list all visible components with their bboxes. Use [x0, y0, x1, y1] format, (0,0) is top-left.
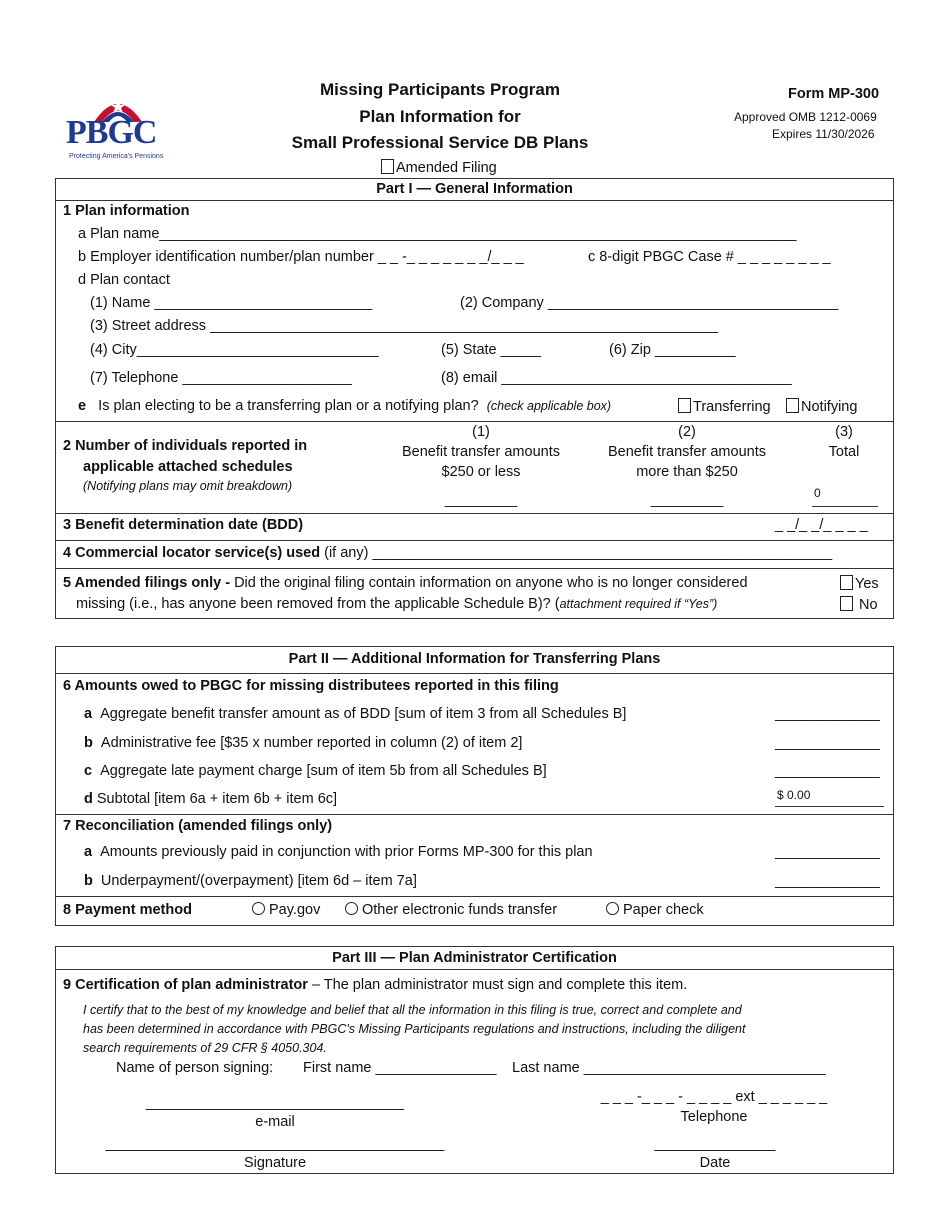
item6a-label: Aggregate benefit transfer amount as of BDD [sum of item 3 from all Schedules B]	[100, 706, 627, 722]
name-signing-label: Name of person signing:	[116, 1060, 274, 1076]
transferring-label: Transferring	[693, 399, 771, 415]
item4-row	[63, 545, 832, 561]
item6b-label: Administrative fee [$35 x number reported in column (2) of item 2]	[100, 735, 523, 751]
item8-label: 8 Payment method	[63, 902, 192, 918]
paygov-radio[interactable]	[252, 902, 265, 915]
part1-heading: Part I — General Information	[376, 181, 573, 197]
item6-label: 6 Amounts owed to PBGC for missing distributees reported in this filing	[63, 678, 559, 694]
item6a-row	[84, 706, 626, 722]
omb-number: Approved OMB 1212-0069	[734, 110, 877, 124]
amended-filing-label: Amended Filing	[396, 160, 497, 176]
col2-header-line2: more than $250	[636, 464, 738, 480]
first-name-field[interactable]: First name _______________	[303, 1060, 497, 1076]
logo-tagline: Protecting America's Pensions	[69, 153, 164, 160]
item7a-label: Amounts previously paid in conjunction with prior Forms MP-300 for this plan	[100, 844, 593, 860]
last-name-field[interactable]: Last name ______________________________	[512, 1060, 826, 1076]
paper-check-label: Paper check	[623, 902, 704, 918]
transferring-option[interactable]	[678, 398, 771, 415]
date-label: Date	[699, 1155, 731, 1171]
paygov-option[interactable]	[252, 902, 320, 918]
item7b-row	[84, 873, 417, 889]
form-title-line1: Missing Participants Program	[320, 80, 560, 99]
item9-label: 9 Certification of plan administrator	[63, 977, 308, 993]
item6c-amount[interactable]: _____________	[775, 763, 880, 779]
item7-label: 7 Reconciliation (amended filings only)	[63, 818, 333, 834]
item3-label: 3 Benefit determination date (BDD)	[63, 517, 304, 533]
item5-note: attachment required if “Yes”)	[559, 597, 718, 611]
item-e-question: Is plan electing to be a transferring plan or a notifying plan?	[98, 398, 479, 414]
col1-header-line1: Benefit transfer amounts	[402, 444, 560, 460]
plan-name-field[interactable]	[78, 226, 797, 242]
item-e-note: (check applicable box)	[486, 399, 612, 413]
item6a-prefix: a	[84, 706, 93, 722]
item1-label: 1 Plan information	[63, 203, 190, 219]
signer-telephone-field[interactable]: _ _ _ -_ _ _ - _ _ _ _ ext _ _ _ _ _ _	[600, 1089, 828, 1105]
item2-note: (Notifying plans may omit breakdown)	[83, 479, 293, 493]
transferring-checkbox[interactable]	[678, 398, 691, 413]
logo-text: PBGC	[66, 114, 157, 151]
item6c-prefix: c	[84, 763, 93, 779]
no-option[interactable]	[840, 596, 878, 613]
case-number-field[interactable]: c 8-digit PBGC Case # _ _ _ _ _ _ _ _	[588, 249, 831, 265]
subtotal-value: $ 0.00	[777, 788, 811, 802]
item-e-row	[78, 398, 611, 414]
item5-label: 5 Amended filings only -	[63, 575, 235, 591]
item6b-prefix: b	[84, 735, 93, 751]
col2-header-line1: Benefit transfer amounts	[608, 444, 766, 460]
item6b-amount[interactable]: _____________	[775, 735, 880, 751]
part3-heading: Part III — Plan Administrator Certification	[332, 950, 617, 966]
col3-number: (3)	[835, 424, 853, 440]
item6d-row	[84, 791, 337, 807]
notifying-option[interactable]	[786, 398, 857, 415]
col2-input[interactable]: _________	[650, 492, 724, 508]
item6b-row	[84, 735, 522, 751]
item7b-prefix: b	[84, 873, 93, 889]
signer-email-label: e-mail	[255, 1114, 295, 1130]
expiration-date: Expires 11/30/2026	[772, 127, 875, 141]
amended-filing-option[interactable]	[381, 159, 497, 176]
item7b-label: Underpayment/(overpayment) [item 6d – item 7a]	[100, 873, 417, 889]
item5-line2	[76, 596, 717, 612]
plan-name-line[interactable]: _______________________________________________________________________________	[159, 226, 797, 242]
notifying-checkbox[interactable]	[786, 398, 799, 413]
signature-field[interactable]: __________________________________________	[105, 1136, 445, 1152]
date-field[interactable]: _______________	[654, 1136, 776, 1152]
item-e-prefix: e	[78, 398, 87, 414]
item7a-amount[interactable]: _____________	[775, 844, 880, 860]
paper-check-option[interactable]	[606, 902, 704, 918]
certification-line2: has been determined in accordance with PBGC's Missing Participants regulations and instructions, including the diligent	[83, 1022, 746, 1036]
item4-label: 4 Commercial locator service(s) used	[63, 545, 321, 561]
item6a-amount[interactable]: _____________	[775, 706, 880, 722]
plan-contact-label: d Plan contact	[78, 272, 170, 288]
form-title-line3: Small Professional Service DB Plans	[291, 133, 589, 152]
email-field[interactable]: (8) email ____________________________________	[441, 370, 792, 386]
no-label: No	[859, 597, 878, 613]
contact-name-field[interactable]: (1) Name ___________________________	[90, 295, 373, 311]
signer-telephone-label: Telephone	[680, 1109, 748, 1125]
item5-question: Did the original filing contain information on anyone who is no longer considered	[234, 575, 748, 591]
item6c-row	[84, 763, 547, 779]
contact-company-field[interactable]: (2) Company ____________________________________	[460, 295, 839, 311]
item4-ifany: (if any)	[320, 545, 373, 561]
item5-line1	[63, 575, 748, 591]
amended-filing-checkbox[interactable]	[381, 159, 394, 174]
no-checkbox[interactable]	[840, 596, 853, 611]
item9-instruction: – The plan administrator must sign and complete this item.	[307, 977, 688, 993]
eft-label: Other electronic funds transfer	[362, 902, 558, 918]
col1-header-line2: $250 or less	[441, 464, 521, 480]
subtotal-input[interactable]	[775, 788, 884, 807]
zip-field[interactable]: (6) Zip __________	[609, 342, 736, 358]
certification-line3: search requirements of 29 CFR § 4050.304.	[83, 1041, 327, 1055]
item2-label-line1: 2 Number of individuals reported in	[63, 438, 308, 454]
eft-option[interactable]	[345, 902, 557, 918]
plan-name-label: a Plan name	[78, 226, 160, 242]
paper-check-radio[interactable]	[606, 902, 619, 915]
item6c-label: Aggregate late payment charge [sum of item 5b from all Schedules B]	[100, 763, 547, 779]
signature-label: Signature	[243, 1155, 307, 1171]
telephone-field[interactable]: (7) Telephone _____________________	[90, 370, 352, 386]
form-title-line2: Plan Information for	[359, 107, 521, 126]
state-field[interactable]: (5) State _____	[441, 342, 541, 358]
item6d-prefix: d	[84, 791, 93, 807]
signer-email-field[interactable]: ________________________________	[145, 1095, 405, 1111]
col3-header: Total	[828, 444, 860, 460]
certification-line1: I certify that to the best of my knowledge and belief that all the information in this filing is true, correct and complete and	[83, 1003, 742, 1017]
total-value: 0	[814, 486, 821, 500]
item9-row	[63, 977, 687, 993]
yes-label: Yes	[855, 576, 879, 592]
form-number: Form MP-300	[788, 86, 880, 102]
locator-service-field[interactable]: _________________________________________________________	[372, 545, 833, 561]
item2-label-line2: applicable attached schedules	[83, 459, 293, 475]
paygov-label: Pay.gov	[269, 902, 321, 918]
item6d-label: Subtotal [item 6a + item 6b + item 6c]	[96, 791, 338, 807]
bdd-date-field[interactable]: _ _/_ _/_ _ _ _	[775, 517, 868, 533]
eft-radio[interactable]	[345, 902, 358, 915]
col2-number: (2)	[678, 424, 696, 440]
col1-input[interactable]: _________	[444, 492, 518, 508]
notifying-label: Notifying	[801, 399, 858, 415]
col1-number: (1)	[472, 424, 490, 440]
yes-option[interactable]	[840, 575, 879, 592]
item7a-row	[84, 844, 593, 860]
yes-checkbox[interactable]	[840, 575, 853, 590]
item7b-amount[interactable]: _____________	[775, 873, 880, 889]
item5-question-cont: missing (i.e., has anyone been removed from the applicable Schedule B)? (	[76, 596, 560, 612]
ein-field[interactable]: b Employer identification number/plan number _ _ -_ _ _ _ _ _ _/_ _ _	[78, 249, 524, 265]
total-input[interactable]	[812, 486, 878, 507]
city-field[interactable]: (4) City______________________________	[90, 342, 379, 358]
street-address-field[interactable]: (3) Street address _______________________________________________________________	[90, 318, 719, 334]
pbgc-logo	[66, 92, 170, 164]
part2-heading: Part II — Additional Information for Transferring Plans	[288, 651, 661, 667]
item7a-prefix: a	[84, 844, 93, 860]
